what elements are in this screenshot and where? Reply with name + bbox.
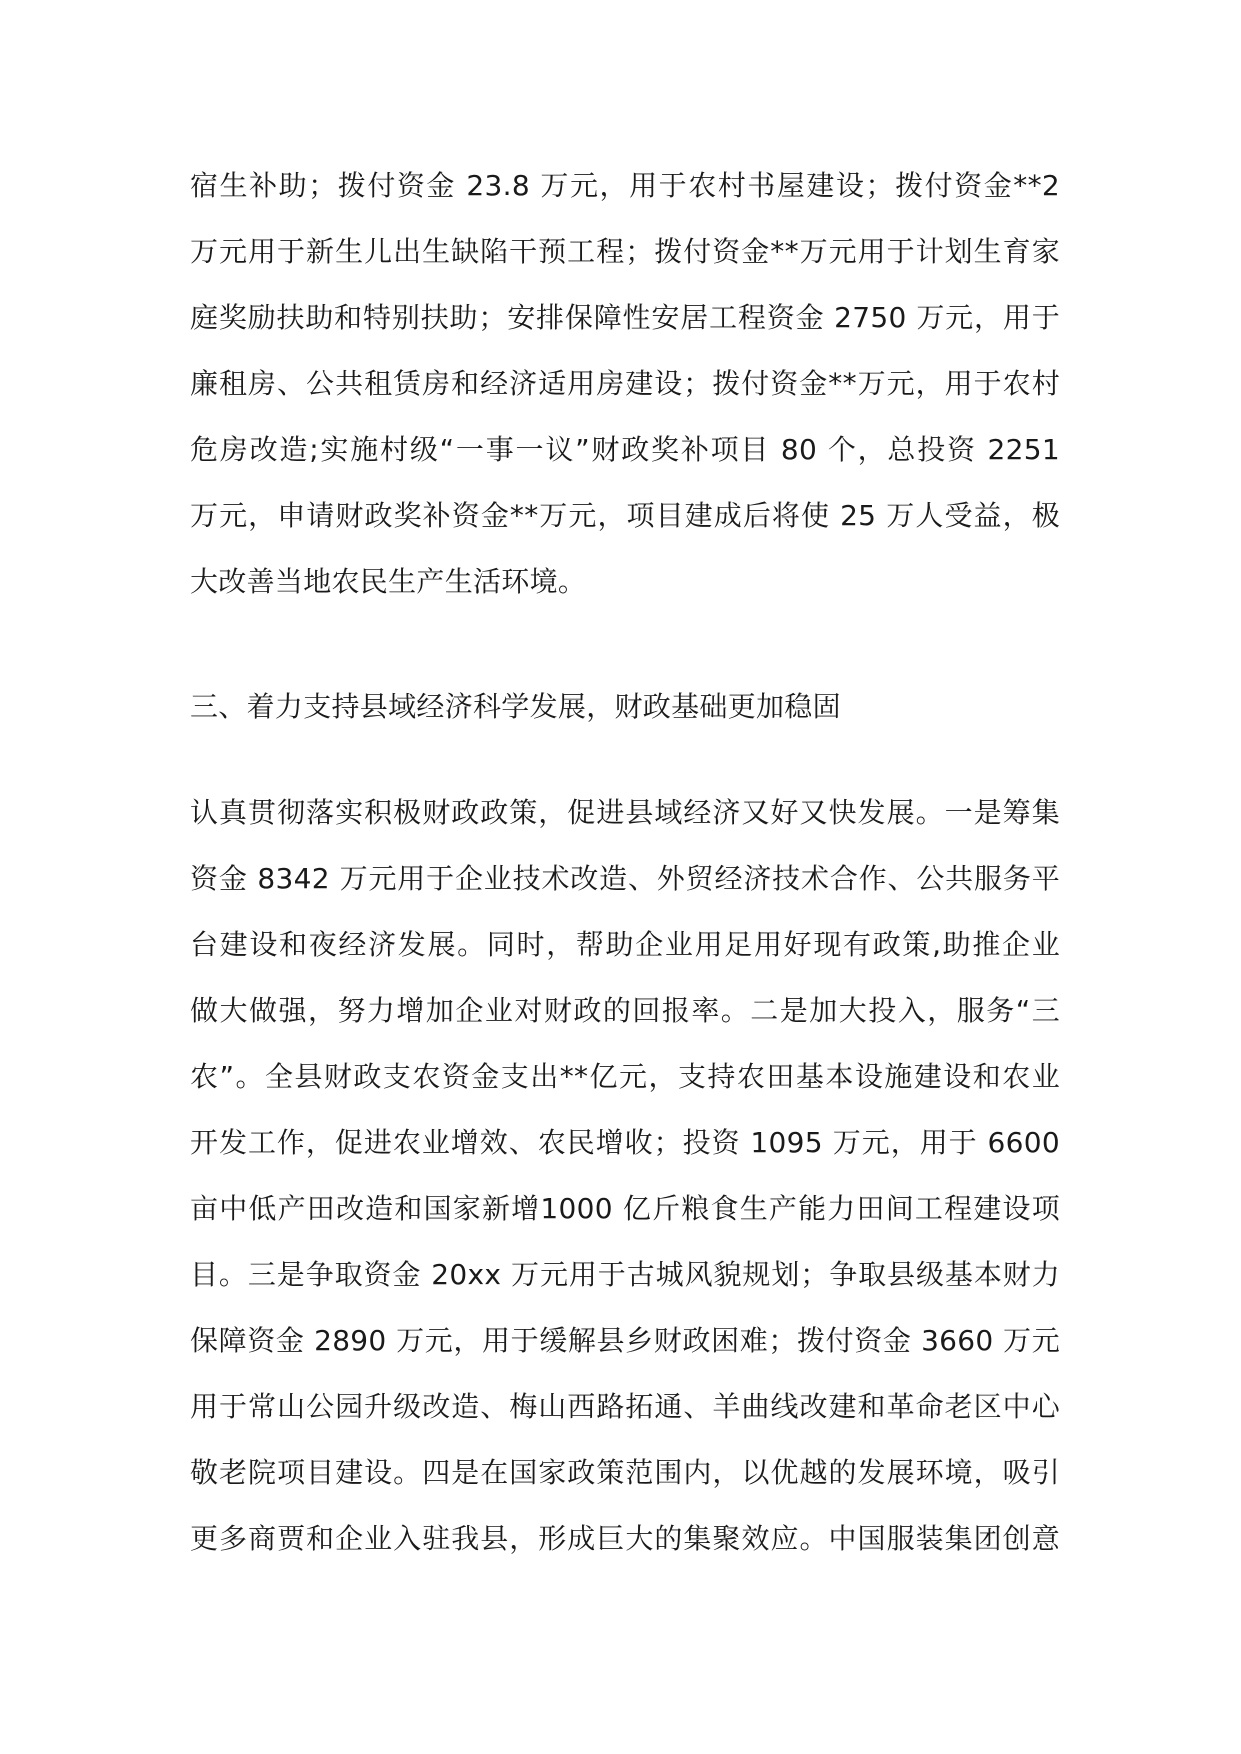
paragraph-social-spending bbox=[190, 153, 1060, 615]
paragraph-line: 目。三是争取资金 20xx 万元用于古城风貌规划；争取县级基本财力 bbox=[190, 1258, 1060, 1291]
paragraph-line: 万元用于新生儿出生缺陷干预工程；拨付资金**万元用于计划生育家 bbox=[190, 235, 1060, 268]
paragraph-line: 认真贯彻落实积极财政政策，促进县域经济又好又快发展。一是筹集 bbox=[190, 796, 1060, 829]
paragraph-line: 万元，申请财政奖补资金**万元，项目建成后将使 25 万人受益，极 bbox=[190, 499, 1060, 532]
paragraph-line: 用于常山公园升级改造、梅山西路拓通、羊曲线改建和革命老区中心 bbox=[190, 1390, 1060, 1423]
paragraph-line: 做大做强，努力增加企业对财政的回报率。二是加大投入，服务“三 bbox=[190, 994, 1060, 1027]
paragraph-line: 危房改造;实施村级“一事一议”财政奖补项目 80 个，总投资 2251 bbox=[190, 433, 1060, 466]
paragraph-line: 宿生补助；拨付资金 23.8 万元，用于农村书屋建设；拨付资金**2 bbox=[190, 169, 1060, 202]
paragraph-line: 大改善当地农民生产生活环境。 bbox=[190, 565, 587, 598]
paragraph-county-economy bbox=[190, 780, 1060, 1572]
paragraph-line: 亩中低产田改造和国家新增1000 亿斤粮食生产能力田间工程建设项 bbox=[190, 1192, 1060, 1225]
paragraph-line: 敬老院项目建设。四是在国家政策范围内，以优越的发展环境，吸引 bbox=[190, 1456, 1060, 1489]
paragraph-line: 台建设和夜经济发展。同时，帮助企业用足用好现有政策,助推企业 bbox=[190, 928, 1060, 961]
paragraph-line: 庭奖励扶助和特别扶助；安排保障性安居工程资金 2750 万元，用于 bbox=[190, 301, 1060, 334]
paragraph-line: 保障资金 2890 万元，用于缓解县乡财政困难；拨付资金 3660 万元 bbox=[190, 1324, 1060, 1357]
paragraph-line: 更多商贾和企业入驻我县，形成巨大的集聚效应。中国服装集团创意 bbox=[190, 1522, 1060, 1555]
paragraph-line: 农”。全县财政支农资金支出**亿元，支持农田基本设施建设和农业 bbox=[190, 1060, 1060, 1093]
paragraph-line: 廉租房、公共租赁房和经济适用房建设；拨付资金**万元，用于农村 bbox=[190, 367, 1060, 400]
paragraph-line: 开发工作，促进农业增效、农民增收；投资 1095 万元，用于 6600 bbox=[190, 1126, 1060, 1159]
section-heading bbox=[190, 674, 1060, 740]
section-heading-text: 三、着力支持县域经济科学发展，财政基础更加稳固 bbox=[190, 690, 841, 723]
paragraph-line: 资金 8342 万元用于企业技术改造、外贸经济技术合作、公共服务平 bbox=[190, 862, 1060, 895]
